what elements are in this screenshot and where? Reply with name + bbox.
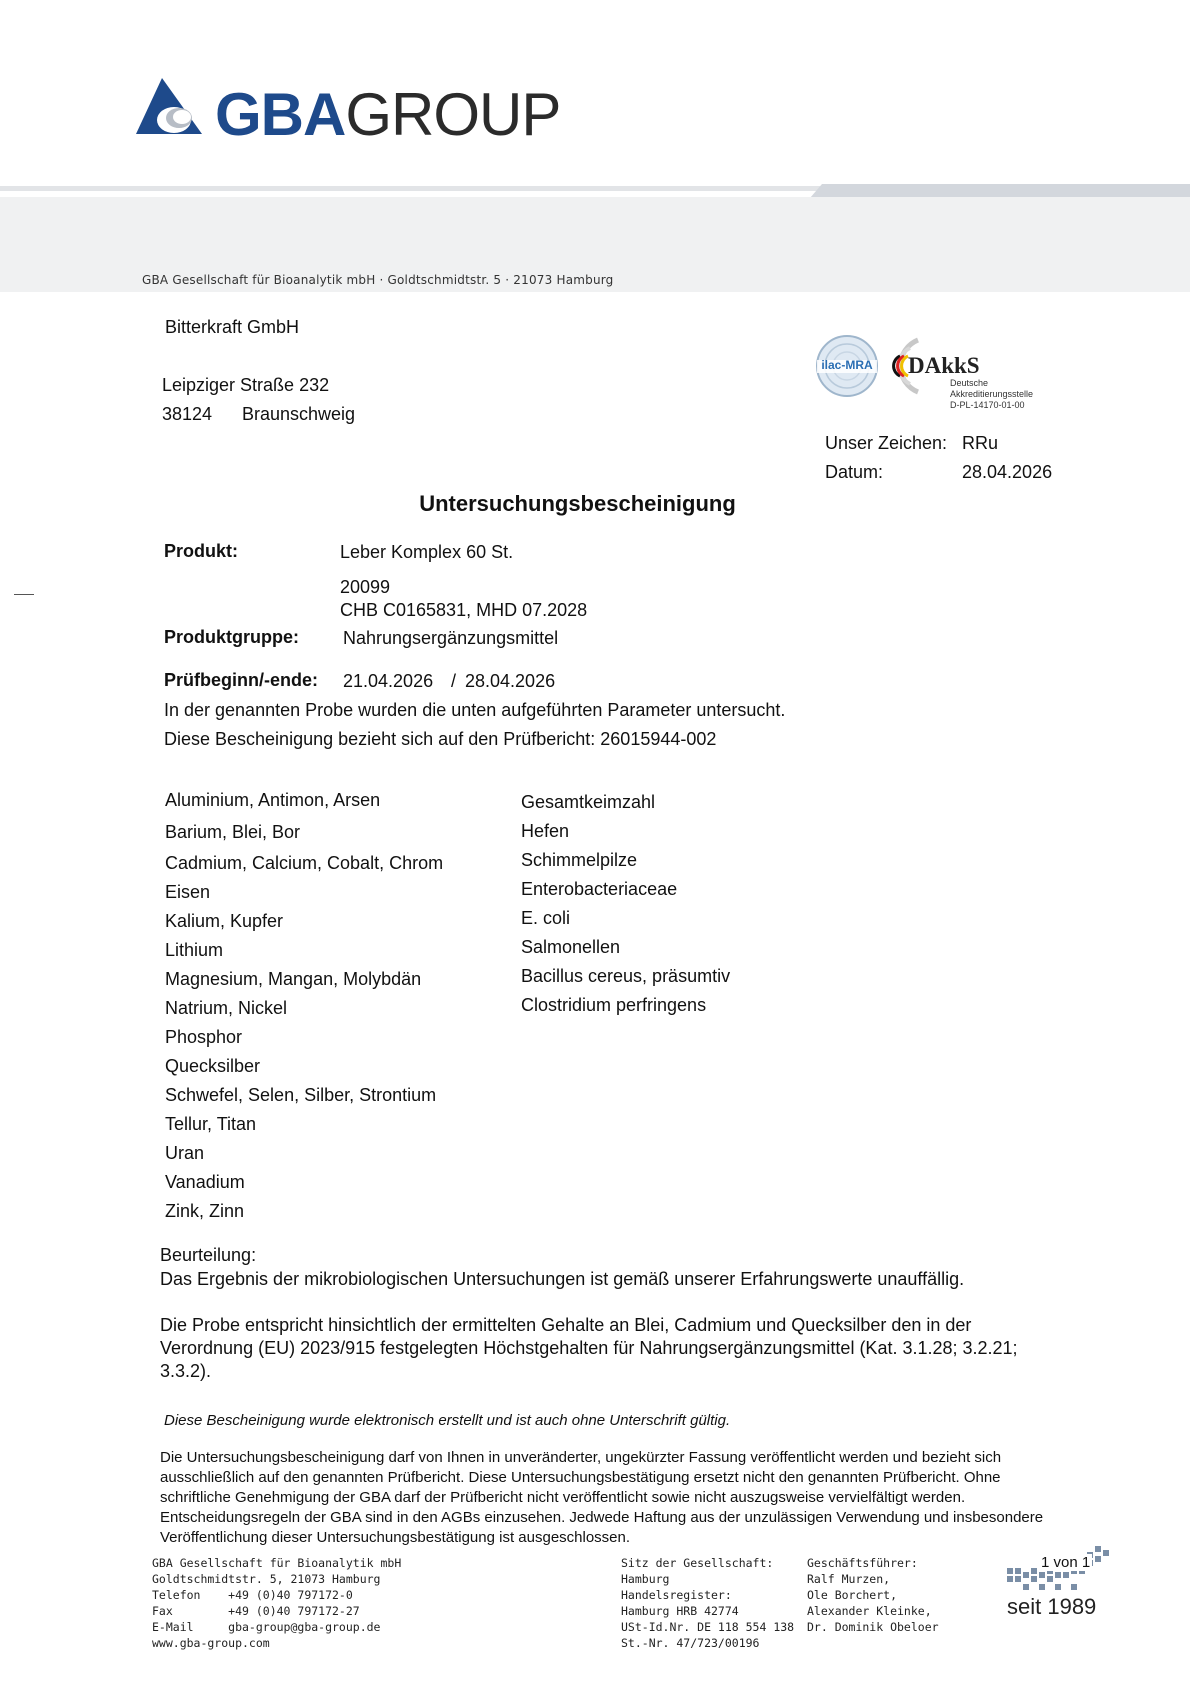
footer-management: Geschäftsführer: Ralf Murzen, Ole Borchert, Alexander Kleinke, Dr. Dominik Obeloer bbox=[807, 1556, 939, 1634]
recipient-city: Braunschweig bbox=[242, 404, 356, 424]
product-value: Leber Komplex 60 St. bbox=[340, 542, 514, 562]
param-right-2: Schimmelpilze bbox=[521, 850, 638, 870]
param-left-1: Barium, Blei, Bor bbox=[165, 822, 301, 842]
gba-logo-wordmark: GBAGROUP bbox=[215, 81, 561, 148]
recipient-street: Leipziger Straße 232 bbox=[162, 375, 330, 395]
fold-mark bbox=[14, 594, 34, 595]
recipient-zip: 38124 bbox=[162, 404, 213, 424]
product-group-value: Nahrungsergänzungsmittel bbox=[343, 628, 559, 648]
param-right-6: Bacillus cereus, präsumtiv bbox=[521, 966, 731, 986]
assessment-heavy-metals-3: 3.3.2). bbox=[160, 1361, 212, 1381]
ilac-label: ilac-MRA bbox=[821, 358, 873, 372]
param-right-3: Enterobacteriaceae bbox=[521, 879, 678, 899]
recipient-company: Bitterkraft GmbH bbox=[165, 317, 300, 337]
report-reference: Diese Bescheinigung bezieht sich auf den Prüfbericht: 26015944-002 bbox=[164, 729, 717, 749]
anniversary-badge bbox=[1005, 1542, 1113, 1622]
assessment-microbiology: Das Ergebnis der mikrobiologischen Untersuchungen ist gemäß unserer Erfahrungswerte unauffällig. bbox=[160, 1269, 965, 1289]
assessment-heavy-metals-1: Die Probe entspricht hinsichtlich der ermittelten Gehalte an Blei, Cadmium und Quecksilber den in der bbox=[160, 1315, 972, 1335]
param-left-11: Tellur, Titan bbox=[165, 1114, 257, 1134]
assessment-heavy-metals-2: Verordnung (EU) 2023/915 festgelegten Höchstgehalten für Nahrungsergänzungsmittel (Kat. 3.1.28; 3.2.21; bbox=[160, 1338, 1018, 1358]
electronic-validity-note: Diese Bescheinigung wurde elektronisch erstellt und ist auch ohne Unterschrift gültig. bbox=[164, 1412, 731, 1429]
document-title: Untersuchungsbescheinigung bbox=[419, 491, 736, 516]
param-left-6: Magnesium, Mangan, Molybdän bbox=[165, 969, 422, 989]
disclaimer-line: Entscheidungsregeln der GBA sind in den AGBs einzusehen. Jedwede Haftung aus der unzulässigen Verwendung und insbesondere bbox=[160, 1509, 1044, 1526]
date-label: Datum: bbox=[825, 462, 884, 482]
test-separator: / bbox=[451, 671, 457, 691]
disclaimer-line: Veröffentlichung dieser Untersuchungsbestätigung ist ausgeschlossen. bbox=[160, 1529, 631, 1546]
sample-note: In der genannten Probe wurden die unten aufgeführten Parameter untersucht. bbox=[164, 700, 786, 720]
param-right-1: Hefen bbox=[521, 821, 570, 841]
disclaimer bbox=[160, 1448, 1043, 1548]
reference-value: RRu bbox=[962, 433, 999, 453]
date-value: 28.04.2026 bbox=[962, 462, 1053, 482]
since-label: seit 1989 bbox=[1007, 1594, 1097, 1619]
assessment-label: Beurteilung: bbox=[160, 1245, 257, 1265]
param-left-4: Kalium, Kupfer bbox=[165, 911, 284, 931]
ilac-mra-logo bbox=[815, 334, 879, 398]
dakks-label: DAkkS bbox=[908, 353, 980, 378]
product-group-label: Produktgruppe: bbox=[164, 627, 299, 647]
param-left-0: Aluminium, Antimon, Arsen bbox=[165, 790, 381, 810]
test-end: 28.04.2026 bbox=[465, 671, 556, 691]
disclaimer-line: schriftliche Genehmigung der GBA darf der Prüfbericht nicht veröffentlicht sowie nicht auszugsweise vervielfältigt werden. bbox=[160, 1489, 966, 1506]
dakks-subtitle: Deutsche Akkreditierungsstelle D-PL-14170-01-00 bbox=[950, 378, 1034, 410]
param-left-3: Eisen bbox=[165, 882, 211, 902]
header-accent bbox=[810, 184, 1190, 198]
param-left-8: Phosphor bbox=[165, 1027, 243, 1047]
param-right-4: E. coli bbox=[521, 908, 571, 928]
param-left-5: Lithium bbox=[165, 940, 224, 960]
article-number: 20099 bbox=[340, 577, 391, 597]
param-left-7: Natrium, Nickel bbox=[165, 998, 288, 1018]
param-left-13: Vanadium bbox=[165, 1172, 245, 1192]
disclaimer-line: ausschließlich auf den genannten Prüfbericht. Diese Untersuchungsbestätigung ersetzt nicht den genannten Prüfbericht. Ohne bbox=[160, 1469, 1001, 1486]
product-label: Produkt: bbox=[164, 541, 238, 561]
gba-logo-mark bbox=[132, 76, 210, 138]
param-right-5: Salmonellen bbox=[521, 937, 621, 957]
batch-info: CHB C0165831, MHD 07.2028 bbox=[340, 600, 588, 620]
param-left-10: Schwefel, Selen, Silber, Strontium bbox=[165, 1085, 437, 1105]
param-left-12: Uran bbox=[165, 1143, 205, 1163]
anniversary-graphic bbox=[1005, 1542, 1113, 1602]
sender-line: GBA Gesellschaft für Bioanalytik mbH · Goldtschmidtstr. 5 · 21073 Hamburg bbox=[142, 273, 614, 287]
reference-label: Unser Zeichen: bbox=[825, 433, 948, 453]
report-number: 26015944-002 bbox=[600, 729, 717, 749]
disclaimer-line: Die Untersuchungsbescheinigung darf von Ihnen in unveränderter, ungekürzter Fassung veröffentlicht werden und bezieht sich bbox=[160, 1449, 1002, 1466]
footer-company: GBA Gesellschaft für Bioanalytik mbH Goldtschmidtstr. 5, 21073 Hamburg Telefon +49 (0)40 797172-0 Fax +49 (0)40 797172-27 E-Mail gba-group@gba-group.de www.gba-group.com bbox=[152, 1556, 402, 1650]
page-counter: 1 von 1 bbox=[1041, 1554, 1091, 1571]
test-period-label: Prüfbeginn/-ende: bbox=[164, 670, 318, 690]
param-right-0: Gesamtkeimzahl bbox=[521, 792, 656, 812]
param-left-9: Quecksilber bbox=[165, 1056, 261, 1076]
param-right-7: Clostridium perfringens bbox=[521, 995, 707, 1015]
param-left-2: Cadmium, Calcium, Cobalt, Chrom bbox=[165, 853, 444, 873]
test-start: 21.04.2026 bbox=[343, 671, 434, 691]
footer-registration: Sitz der Gesellschaft: Hamburg Handelsregister: Hamburg HRB 42774 USt-Id.Nr. DE 118 554 138 St.-Nr. 47/723/00196 bbox=[621, 1556, 795, 1650]
param-left-14: Zink, Zinn bbox=[165, 1201, 245, 1221]
